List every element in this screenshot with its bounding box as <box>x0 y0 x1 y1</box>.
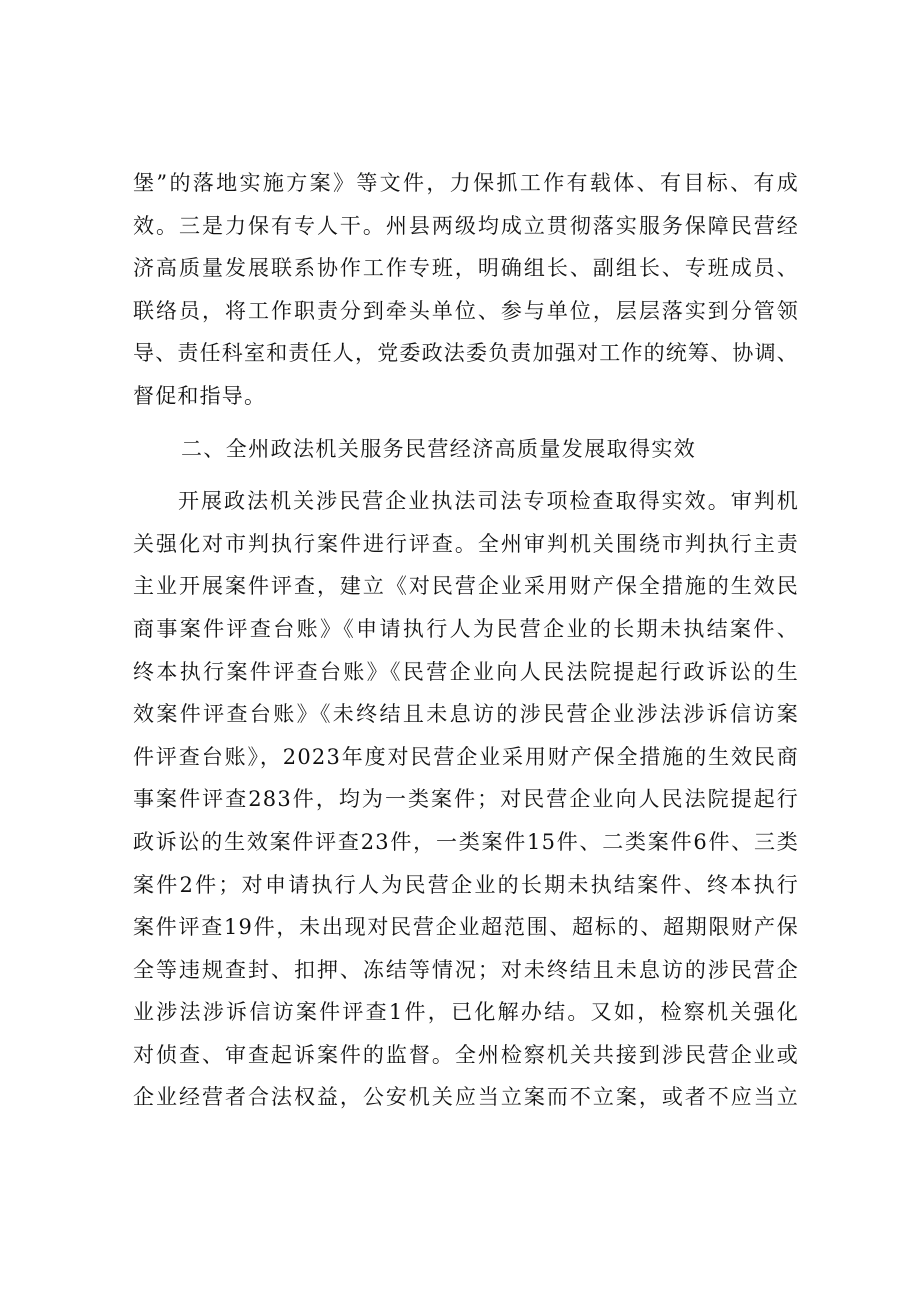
text-line: 导、责任科室和责任人，党委政法委负责加强对工作的统筹、协调、 <box>133 341 799 366</box>
text-line: 商事案件评查台账》《申请执行人为民营企业的长期未执结案件、 <box>133 616 799 641</box>
paragraph-2 <box>133 480 799 1119</box>
text-line: 堡”的落地实施方案》等文件，力保抓工作有载体、有目标、有成 <box>133 171 799 195</box>
document-body <box>133 162 799 1119</box>
paragraph-spacing <box>133 470 799 480</box>
text-line: 主业开展案件评查，建立《对民营企业采用财产保全措施的生效民 <box>133 574 799 599</box>
text-line: 终本执行案件评查台账》《民营企业向人民法院提起行政诉讼的生 <box>133 659 799 684</box>
paragraph-spacing <box>133 418 799 428</box>
text-line: 案件评查19件，未出现对民营企业超范围、超标的、超期限财产保 <box>133 915 799 940</box>
text-line: 督促和指导。 <box>133 383 267 408</box>
text-line: 开展政法机关涉民营企业执法司法专项检查取得实效。审判机 <box>178 489 799 514</box>
text-line: 政诉讼的生效案件评查23件，一类案件15件、二类案件6件、三类 <box>133 829 799 854</box>
text-line: 案件2件；对申请执行人为民营企业的长期未执结案件、终本执行 <box>133 872 799 897</box>
paragraph-1 <box>133 162 799 418</box>
text-line: 效。三是力保有专人干。州县两级均成立贯彻落实服务保障民营经 <box>133 213 799 238</box>
text-line: 联络员，将工作职责分到牵头单位、参与单位，层层落实到分管领 <box>133 298 799 323</box>
text-line: 全等违规查封、扣押、冻结等情况；对未终结且未息访的涉民营企 <box>133 957 799 982</box>
text-line: 业涉法涉诉信访案件评查1件，已化解办结。又如，检察机关强化 <box>133 1000 799 1025</box>
text-line: 济高质量发展联系协作工作专班，明确组长、副组长、专班成员、 <box>133 256 799 281</box>
text-line: 关强化对市判执行案件进行评查。全州审判机关围绕市判执行主责 <box>133 531 799 556</box>
text-line: 对侦查、审查起诉案件的监督。全州检察机关共接到涉民营企业或 <box>133 1042 799 1067</box>
text-line: 效案件评查台账》《未终结且未息访的涉民营企业涉法涉诉信访案 <box>133 702 799 727</box>
text-line: 事案件评查283件，均为一类案件；对民营企业向人民法院提起行 <box>133 787 799 812</box>
section-heading: 二、全州政法机关服务民营经济高质量发展取得实效 <box>181 436 697 461</box>
text-line: 件评查台账》，2023年度对民营企业采用财产保全措施的生效民商 <box>133 744 799 769</box>
text-line: 企业经营者合法权益，公安机关应当立案而不立案，或者不应当立 <box>133 1085 799 1110</box>
